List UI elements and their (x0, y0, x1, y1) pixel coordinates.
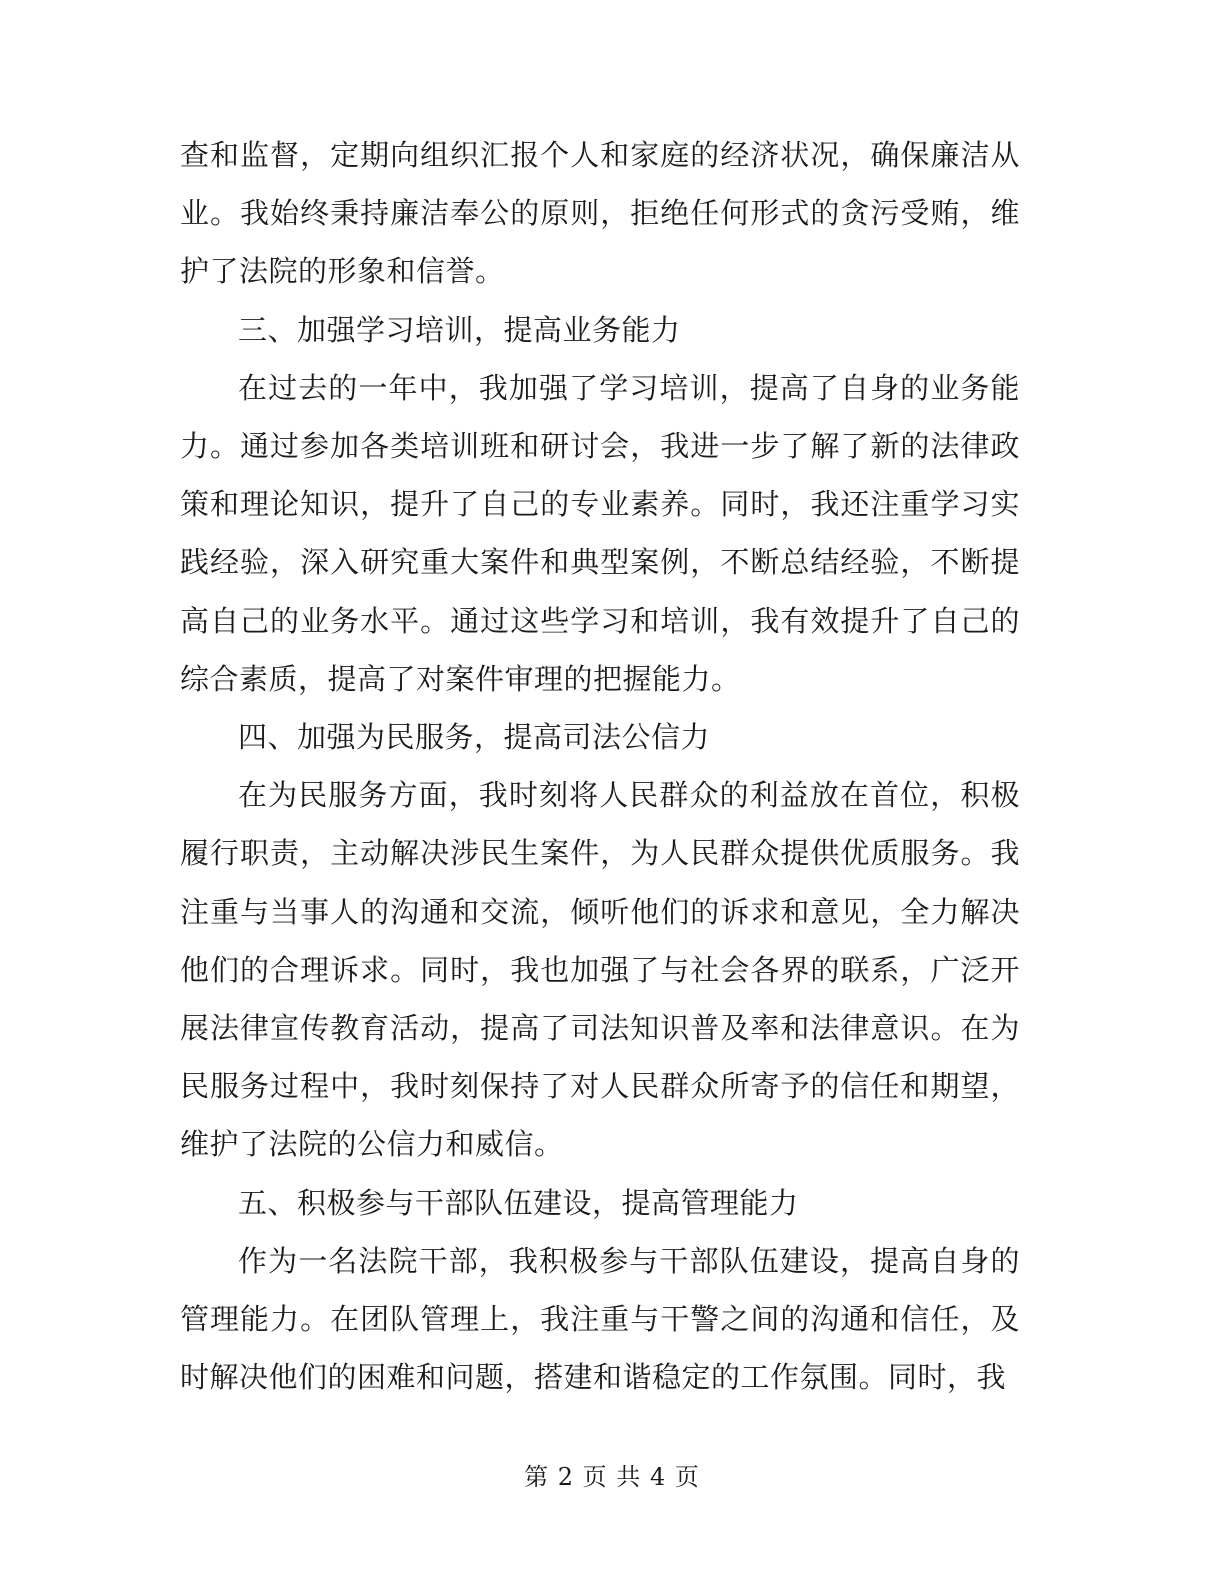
document-body (180, 126, 1020, 1406)
paragraph-team-building: 作为一名法院干部，我积极参与干部队伍建设，提高自身的管理能力。在团队管理上，我注重与干警之间的沟通和信任，及时解决他们的困难和问题，搭建和谐稳定的工作氛围。同时，我 (180, 1243, 1020, 1395)
paragraph-study-training: 在过去的一年中，我加强了学习培训，提高了自身的业务能力。通过参加各类培训班和研讨会，我进一步了解了新的法律政策和理论知识，提升了自己的专业素养。同时，我还注重学习实践经验，深入研究重大案件和典型案例，不断总结经验，不断提高自己的业务水平。通过这些学习和培训，我有效提升了自己的综合素质，提高了对案件审理的把握能力。 (180, 370, 1020, 696)
section-heading-4: 四、加强为民服务，提高司法公信力 (238, 720, 711, 755)
section-heading-3: 三、加强学习培训，提高业务能力 (238, 312, 681, 347)
page-number-label: 第 2 页 共 4 页 (524, 1463, 700, 1491)
page-footer (0, 1462, 1224, 1492)
paragraph-continuation: 查和监督，定期向组织汇报个人和家庭的经济状况，确保廉洁从业。我始终秉持廉洁奉公的原则，拒绝任何形式的贪污受贿，维护了法院的形象和信誉。 (180, 138, 1020, 289)
paragraph-public-service: 在为民服务方面，我时刻将人民群众的利益放在首位，积极履行职责，主动解决涉民生案件，为人民群众提供优质服务。我注重与当事人的沟通和交流，倾听他们的诉求和意见，全力解决他们的合理诉求。同时，我也加强了与社会各界的联系，广泛开展法律宣传教育活动，提高了司法知识普及率和法律意识。在为民服务过程中，我时刻保持了对人民群众所寄予的信任和期望，维护了法院的公信力和威信。 (180, 778, 1020, 1162)
section-heading-5: 五、积极参与干部队伍建设，提高管理能力 (238, 1185, 799, 1220)
